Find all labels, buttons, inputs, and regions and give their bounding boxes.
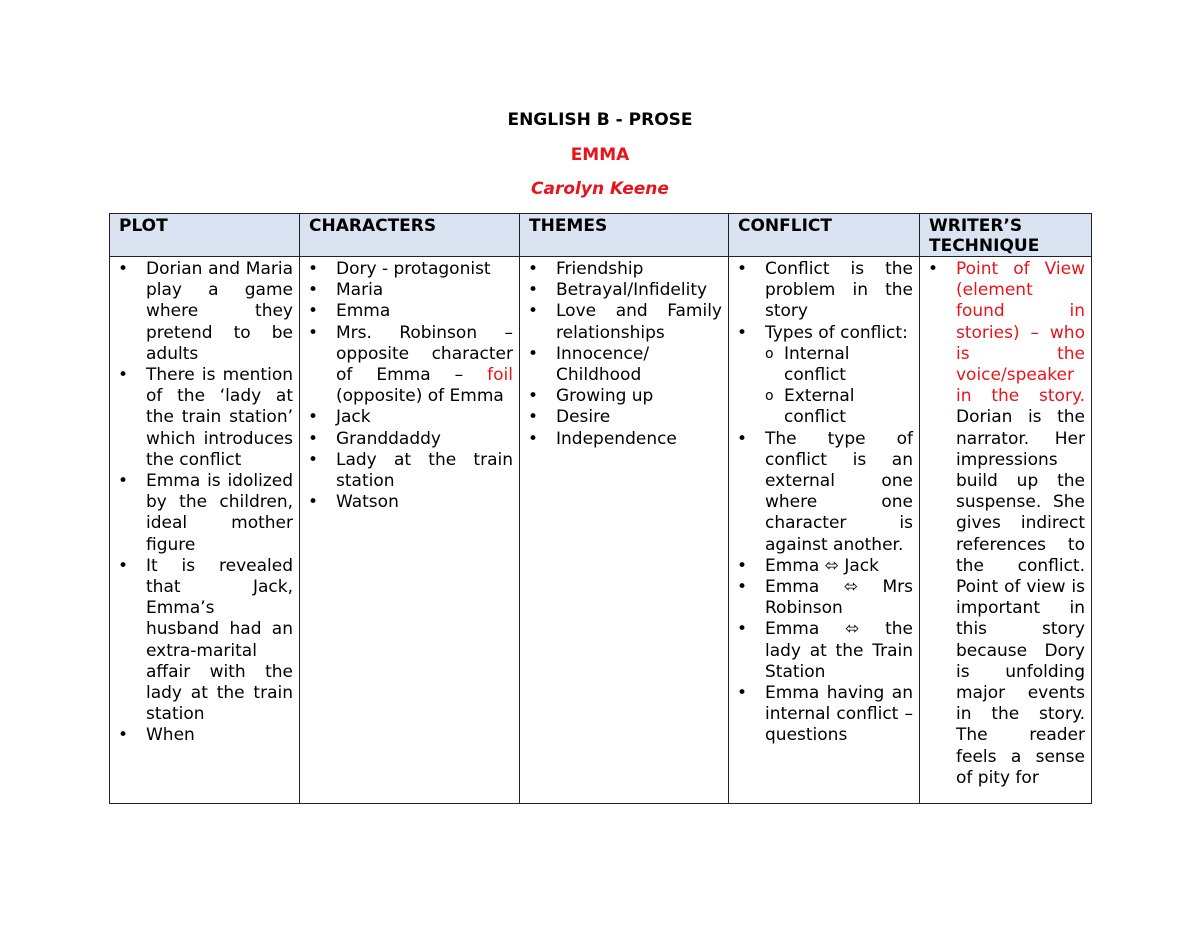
foil-term: foil (487, 365, 513, 386)
plot-cell (110, 257, 300, 804)
types-label: Types of conflict: (765, 322, 908, 343)
sub-list-item: o External conflict (765, 386, 913, 428)
technique-cell (920, 257, 1092, 804)
list-item: • Emma (300, 301, 519, 322)
column-header-characters: CHARACTERS (300, 214, 520, 257)
conflict-cell (729, 257, 920, 804)
sub-list (765, 344, 913, 429)
list-item: • Innocence/ Childhood (520, 344, 728, 386)
list-item: • Watson (300, 492, 519, 513)
list-item: • Jack (300, 407, 519, 428)
list-item: • The type of conflict is an external one where one character is against another. (729, 429, 919, 556)
analysis-table (109, 213, 1092, 804)
column-header-writers-technique: WRITER’S TECHNIQUE (920, 214, 1092, 257)
content-row (110, 257, 1092, 804)
list-item: • Lady at the train station (300, 450, 519, 492)
list-item: • It is revealed that Jack, Emma’s husband had an extra-marital affair with the lady at the train station (110, 556, 299, 726)
list-item: • When (110, 725, 299, 746)
character-desc-end: (opposite) of Emma (336, 386, 504, 407)
characters-cell (300, 257, 520, 804)
list-item: • Betrayal/Infidelity (520, 280, 728, 301)
header-row (110, 214, 1092, 257)
list-item: • Emma ⬄ Jack (729, 556, 919, 577)
list-item: • Love and Family relationships (520, 301, 728, 343)
list-item: • Emma ⬄ Mrs Robinson (729, 577, 919, 619)
list-item: • Emma ⬄ the lady at the Train Station (729, 619, 919, 683)
document-title: ENGLISH B - PROSE (507, 110, 693, 130)
list-item: • There is mention of the ‘lady at the train station’ which introduces the conflict (110, 365, 299, 471)
list-item (920, 259, 1091, 789)
list-item: • Maria (300, 280, 519, 301)
list-item: • Emma having an internal conflict – questions (729, 683, 919, 747)
list-item (729, 323, 919, 429)
list-item: • Conflict is the problem in the story (729, 259, 919, 323)
list-item: • Granddaddy (300, 429, 519, 450)
list-item: • Independence (520, 429, 728, 450)
list-item: • Dory - protagonist (300, 259, 519, 280)
character-desc: Mrs. Robinson – opposite character of Emma – (336, 322, 513, 386)
technique-explanation: Dorian is the narrator. Her impressions build up the suspense. She gives indirect references to the conflict. Point of view is important in this story because Dory is unfolding major events in the story. The reader feels a sense of pity for (956, 407, 1085, 788)
list-item (300, 323, 519, 408)
list-item: • Growing up (520, 386, 728, 407)
themes-cell (520, 257, 729, 804)
column-header-plot: PLOT (110, 214, 300, 257)
point-of-view-definition: Point of View (element found in stories) – who is the voice/speaker in the story. (956, 259, 1085, 407)
list-item: • Desire (520, 407, 728, 428)
list-item: • Friendship (520, 259, 728, 280)
column-header-conflict: CONFLICT (729, 214, 920, 257)
story-title: EMMA (570, 145, 630, 165)
list-item: • Dorian and Maria play a game where they pretend to be adults (110, 259, 299, 365)
column-header-themes: THEMES (520, 214, 729, 257)
author-name: Carolyn Keene (531, 179, 669, 199)
sub-list-item: o Internal conflict (765, 344, 913, 386)
list-item: • Emma is idolized by the children, ideal mother figure (110, 471, 299, 556)
